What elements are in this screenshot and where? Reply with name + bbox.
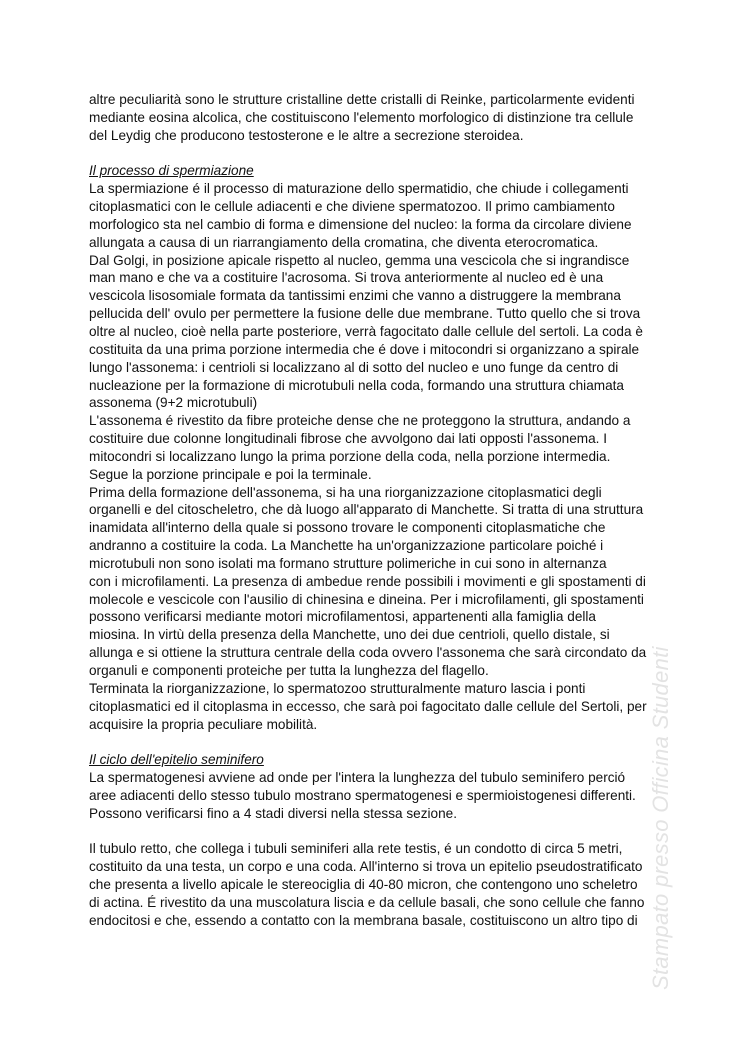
text-line: costituito da una testa, un corpo e una coda. All'interno si trova un epitelio pseudostratificato bbox=[89, 859, 643, 875]
text-line: aree adiacenti dello stesso tubulo mostrano spermatogenesi e spermioistogenesi differenti. bbox=[89, 787, 636, 803]
text-line: acquisire la propria peculiare mobilità. bbox=[89, 716, 318, 732]
text-line: man mano e che va a costituire l'acrosoma. Si trova anteriormente al nucleo ed è una bbox=[89, 270, 604, 286]
text-line: lungo l'assonema: i centrioli si localizzano al di sotto del nucleo e uno funge da centro di bbox=[89, 359, 619, 375]
text-line: costituita da una prima porzione intermedia che é dove i mitocondri si organizzano a spirale bbox=[89, 341, 640, 357]
text-line: Terminata la riorganizzazione, lo spermatozoo strutturalmente maturo lascia i ponti bbox=[89, 680, 586, 696]
text-line: La spermatogenesi avviene ad onde per l'intera la lunghezza del tubulo seminifero perció bbox=[89, 770, 626, 786]
text-line: del Leydig che producono testosterone e le altre a secrezione steroidea. bbox=[89, 127, 524, 143]
text-line: che presenta a livello apicale le stereociglia di 40-80 micron, che contengono uno scheletro bbox=[89, 877, 638, 893]
text-line: andranno a costituire la coda. La Manchette ha un'organizzazione particolare poiché i bbox=[89, 538, 604, 554]
text-line: pellucida dell' ovulo per permettere la fusione delle due membrane. Tutto quello che si trova bbox=[89, 306, 641, 322]
text-line: mitocondri si localizzano lungo la prima porzione della coda, nella porzione intermedia. bbox=[89, 448, 611, 464]
text-line: Dal Golgi, in posizione apicale rispetto al nucleo, gemma una vescicola che si ingrandisce bbox=[89, 252, 630, 268]
text-line: assonema (9+2 microtubuli) bbox=[89, 395, 258, 411]
paragraph bbox=[89, 840, 659, 929]
text-line: Il tubulo retto, che collega i tubuli seminiferi alla rete testis, é un condotto di circa 5 metri, bbox=[89, 841, 623, 857]
paragraph bbox=[89, 769, 659, 823]
text-line: microtubuli non sono isolati ma formano strutture polimeriche in cui sono in alternanza bbox=[89, 555, 607, 571]
text-line: Segue la porzione principale e poi la terminale. bbox=[89, 466, 372, 482]
text-line: citoplasmatici con le cellule adiacenti e che diviene spermatozoo. Il primo cambiamento bbox=[89, 199, 615, 215]
text-line: citoplasmatici ed il citoplasma in eccesso, che sarà poi fagocitato dalle cellule del Sertoli, per bbox=[89, 698, 647, 714]
text-line: endocitosi e che, essendo a contatto con la membrana basale, costituiscono un altro tipo di bbox=[89, 912, 638, 928]
paragraph bbox=[89, 180, 659, 733]
text-line: costituire due colonne longitudinali fibrose che avvolgono dai lati opposti l'assonema. I bbox=[89, 431, 607, 447]
paragraph bbox=[89, 91, 659, 145]
text-line: allunga e si ottiene la struttura centrale della coda ovvero l'assonema che sarà circondato da bbox=[89, 645, 647, 661]
text-line: possono verificarsi mediante motori microfilamentosi, appartenenti alla famiglia della bbox=[89, 609, 596, 625]
text-line: mediante eosina alcolica, che costituiscono l'elemento morfologico di distinzione tra cellule bbox=[89, 109, 634, 125]
text-line: molecole e vescicole con l'ausilio di chinesina e dineina. Per i microfilamenti, gli spostamenti bbox=[89, 591, 644, 607]
text-line: Possono verificarsi fino a 4 stadi diversi nella stessa sezione. bbox=[89, 805, 457, 821]
blank-line bbox=[89, 733, 659, 751]
blank-line bbox=[89, 145, 659, 163]
text-line: L'assonema é rivestito da fibre proteiche dense che ne proteggono la struttura, andando a bbox=[89, 413, 631, 429]
text-line: di actina. É rivestito da una muscolatura liscia e da cellule basali, che sono cellule che fanno bbox=[89, 894, 645, 910]
text-line: morfologico sta nel cambio di forma e dimensione del nucleo: la forma da circolare diviene bbox=[89, 216, 632, 232]
text-line: organelli e del citoscheletro, che dà luogo all'apparato di Manchette. Si tratta di una struttura bbox=[89, 502, 644, 518]
section-heading: Il processo di spermiazione bbox=[89, 163, 254, 179]
document-page bbox=[89, 91, 659, 930]
text-line: oltre al nucleo, cioè nella parte posteriore, verrà fagocitato dalle cellule del sertoli. La coda è bbox=[89, 323, 643, 339]
text-line: con i microfilamenti. La presenza di ambedue rende possibili i movimenti e gli spostamenti di bbox=[89, 573, 646, 589]
text-line: miosina. In virtù della presenza della Manchette, uno dei due centrioli, quello distale, si bbox=[89, 627, 610, 643]
text-line: inamidata all'interno della quale si possono trovare le componenti citoplasmatiche che bbox=[89, 520, 606, 536]
text-line: La spermiazione é il processo di maturazione dello spermatidio, che chiude i collegamenti bbox=[89, 181, 629, 197]
text-line: vescicola lisosomiale formata da tantissimi enzimi che vanno a distruggere la membrana bbox=[89, 288, 621, 304]
watermark: Stampato presso Officina Studenti bbox=[648, 646, 673, 990]
text-line: altre peculiarità sono le strutture cristalline dette cristalli di Reinke, particolarmente evidenti bbox=[89, 92, 635, 107]
text-line: organuli e componenti proteiche per tutta la lunghezza del flagello. bbox=[89, 663, 489, 678]
text-line: allungata a causa di un riarrangiamento della cromatina, che diventa eterocromatica. bbox=[89, 234, 599, 250]
text-line: Prima della formazione dell'assonema, si ha una riorganizzazione citoplasmatici degli bbox=[89, 484, 602, 500]
section-heading: Il ciclo dell'epitelio seminifero bbox=[89, 752, 264, 768]
text-line: nucleazione per la formazione di microtubuli nella coda, formando una struttura chiamata bbox=[89, 377, 624, 393]
blank-line bbox=[89, 823, 659, 841]
